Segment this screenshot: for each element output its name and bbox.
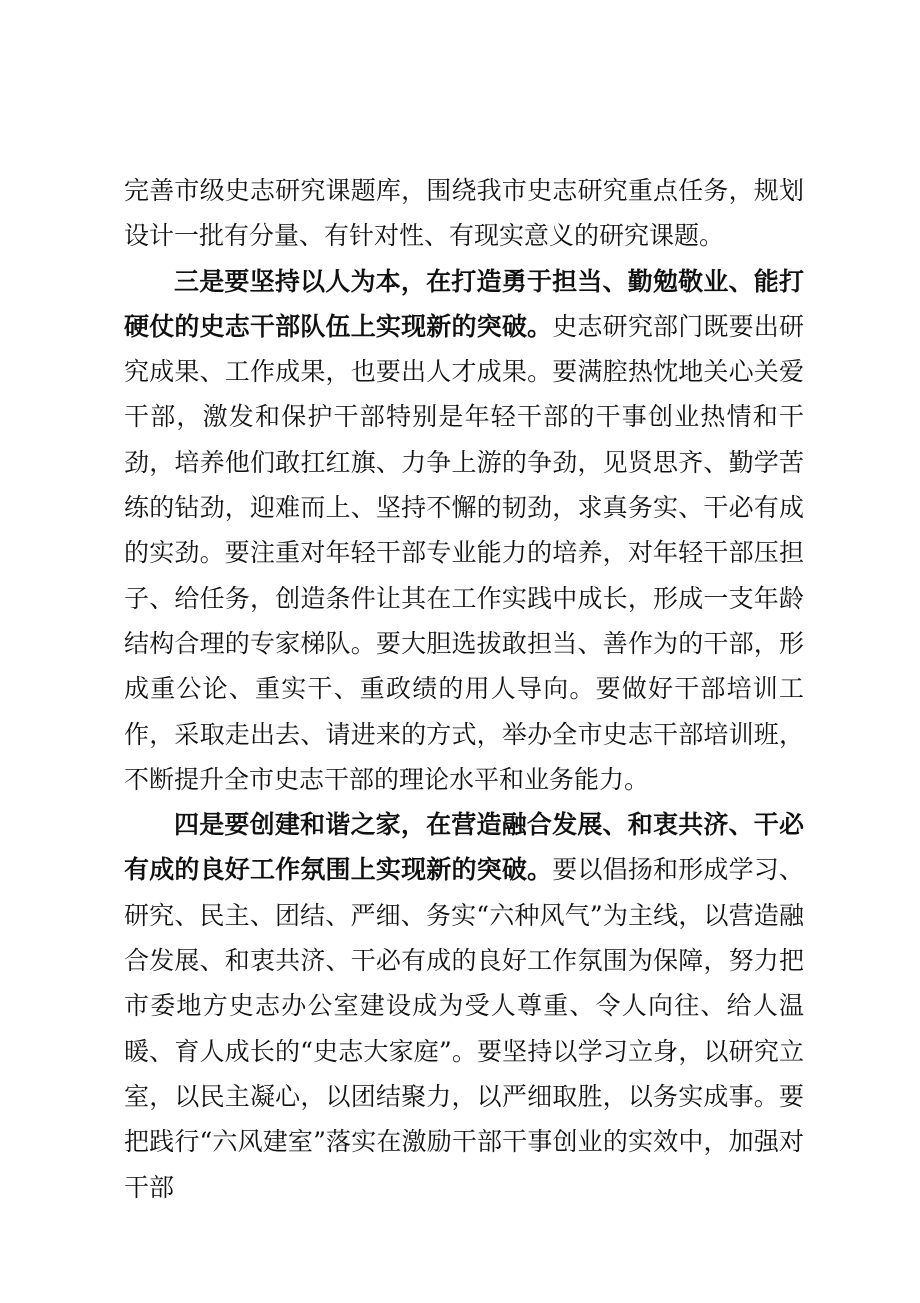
paragraph-text: 史志研究部门既要出研究成果、工作成果，也要出人才成果。要满腔热忱地关心关爱干部，激发和保护干部特别是年轻干部的干事创业热情和干劲，培养他们敢扛红旗、力争上游的争劲，见贤思齐、勤学苦练的钻劲，迎难而上、坚持不懈的韧劲，求真务实、干必有成的实劲。要注重对年轻干部专业能力的培养，对年轻干部压担子、给任务，创造条件让其在工作实践中成长，形成一支年龄结构合理的专家梯队。要大胆选拔敢担当、善作为的干部，形成重公论、重实干、重政绩的用人导向。要做好干部培训工作，采取走出去、请进来的方式，举办全市史志干部培训班，不断提升全市史志干部的理论水平和业务能力。 <box>124 311 804 794</box>
paragraph-continuation <box>124 168 804 259</box>
paragraph-point-four <box>124 802 804 1210</box>
paragraph-text: 要以倡扬和形成学习、研究、民主、团结、严细、务实“六种风气”为主线，以营造融合发展、和衷共济、干必有成的良好工作氛围为保障，努力把市委地方史志办公室建设成为受人尊重、令人向往、给人温暖、育人成长的“史志大家庭”。要坚持以学习立身，以研究立室，以民主凝心，以团结聚力，以严细取胜，以务实成事。要把践行“六风建室”落实在激励干部干事创业的实效中，加强对干部 <box>124 855 804 1202</box>
document-body <box>124 168 804 1210</box>
paragraph-heading: 三是要坚持以人为本，在打造勇于担当、勤勉敬业、能打硬仗的史志干部队伍上实现新的突破。 <box>124 266 804 341</box>
paragraph-point-three <box>124 259 804 803</box>
paragraph-text: 完善市级史志研究课题库，围绕我市史志研究重点任务，规划设计一批有分量、有针对性、有现实意义的研究课题。 <box>124 176 804 251</box>
paragraph-heading: 四是要创建和谐之家，在营造融合发展、和衷共济、干必有成的良好工作氛围上实现新的突破。 <box>124 810 804 885</box>
